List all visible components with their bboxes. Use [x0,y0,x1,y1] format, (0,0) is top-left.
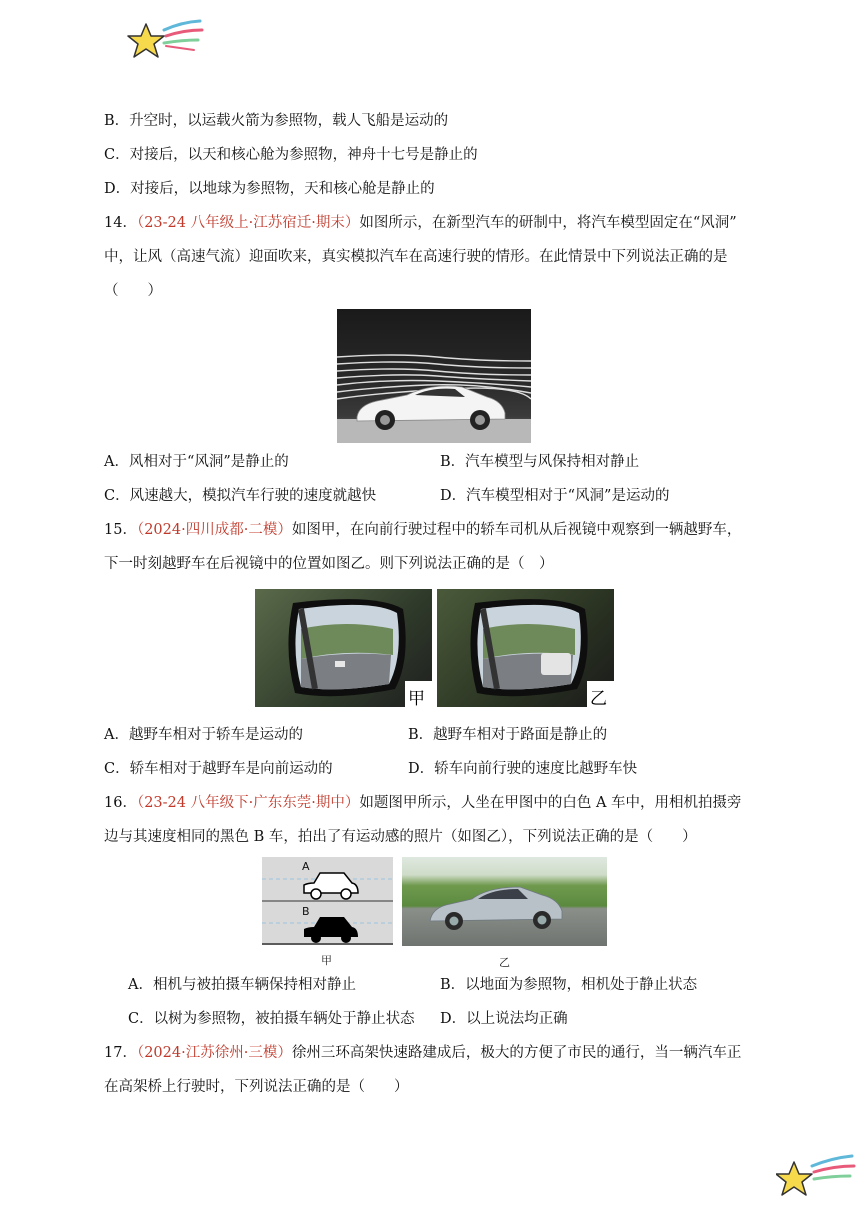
question-14-line1 [104,213,737,233]
option-d: D．汽车模型相对于“风洞”是运动的 [440,488,670,504]
question-text: 徐州三环高架快速路建成后，极大的方便了市民的通行，当一辆汽车正 [291,1045,742,1061]
question-15-line2: 下一时刻越野车在后视镜中的位置如图乙。则下列说法正确的是（ ） [104,556,554,572]
question-number: 14． [104,215,137,231]
question-text: 如图所示，在新型汽车的研制中，将汽车模型固定在“风洞” [359,215,737,231]
question-16-line1 [104,793,742,813]
question-source: （23-24 八年级上·江苏宿迁·期末） [136,215,360,231]
moving-car-photo [402,857,607,946]
question-source: （2024·四川成都·二模） [136,522,292,538]
option-b: B．越野车相对于路面是静止的 [408,727,608,743]
option-b: B．以地面为参照物，相机处于静止状态 [440,977,698,993]
question-number: 17． [104,1045,137,1061]
option-c: C．以树为参照物，被拍摄车辆处于静止状态 [128,1011,415,1027]
option-d: D．轿车向前行驶的速度比越野车快 [408,761,638,777]
option-c-prev: C．对接后，以天和核心舱为参照物，神舟十七号是静止的 [104,147,478,163]
figure-label-yi: 乙 [590,689,607,707]
question-number: 16． [104,795,137,811]
question-text: 如图甲，在向前行驶过程中的轿车司机从后视镜中观察到一辆越野车， [291,522,742,538]
option-c: C．风速越大，模拟汽车行驶的速度就越快 [104,488,377,504]
option-d-prev: D．对接后，以地球为参照物，天和核心舱是静止的 [104,181,435,197]
question-17-line2: 在高架桥上行驶时，下列说法正确的是（ ） [104,1079,409,1095]
car-label-b: B [302,905,310,918]
option-a: A．相机与被拍摄车辆保持相对静止 [128,977,356,993]
car-diagram-jia [262,857,393,945]
question-15-line1 [104,520,741,540]
question-text: 如题图甲所示，人坐在甲图中的白色 A 车中，用相机拍摄旁 [359,795,742,811]
question-17-line1 [104,1043,741,1063]
question-source: （2024·江苏徐州·三模） [136,1045,292,1061]
caption-yi: 乙 [499,956,510,969]
option-d: D．以上说法均正确 [440,1011,568,1027]
option-a: A．越野车相对于轿车是运动的 [104,727,303,743]
shooting-star-icon [776,1152,856,1200]
car-label-a: A [302,860,310,873]
option-a: A．风相对于“风洞”是静止的 [104,454,289,470]
question-16-line2: 边与其速度相同的黑色 B 车，拍出了有运动感的照片（如图乙），下列说法正确的是（ ） [104,829,697,845]
option-b-prev: B．升空时，以运载火箭为参照物，载人飞船是运动的 [104,113,449,129]
question-number: 15． [104,522,137,538]
option-b: B．汽车模型与风保持相对静止 [440,454,640,470]
question-source: （23-24 八年级下·广东东莞·期中） [136,795,360,811]
mirror-photo-jia [255,589,432,707]
shooting-star-icon [124,18,204,66]
caption-jia: 甲 [321,954,332,967]
wind-tunnel-photo [337,309,531,443]
question-14-line3: （ ） [104,283,162,299]
option-c: C．轿车相对于越野车是向前运动的 [104,761,333,777]
mirror-photo-yi [437,589,614,707]
figure-label-jia: 甲 [408,689,425,707]
question-14-line2: 中，让风（高速气流）迎面吹来，真实模拟汽车在高速行驶的情形。在此情景中下列说法正确的是 [104,249,728,265]
